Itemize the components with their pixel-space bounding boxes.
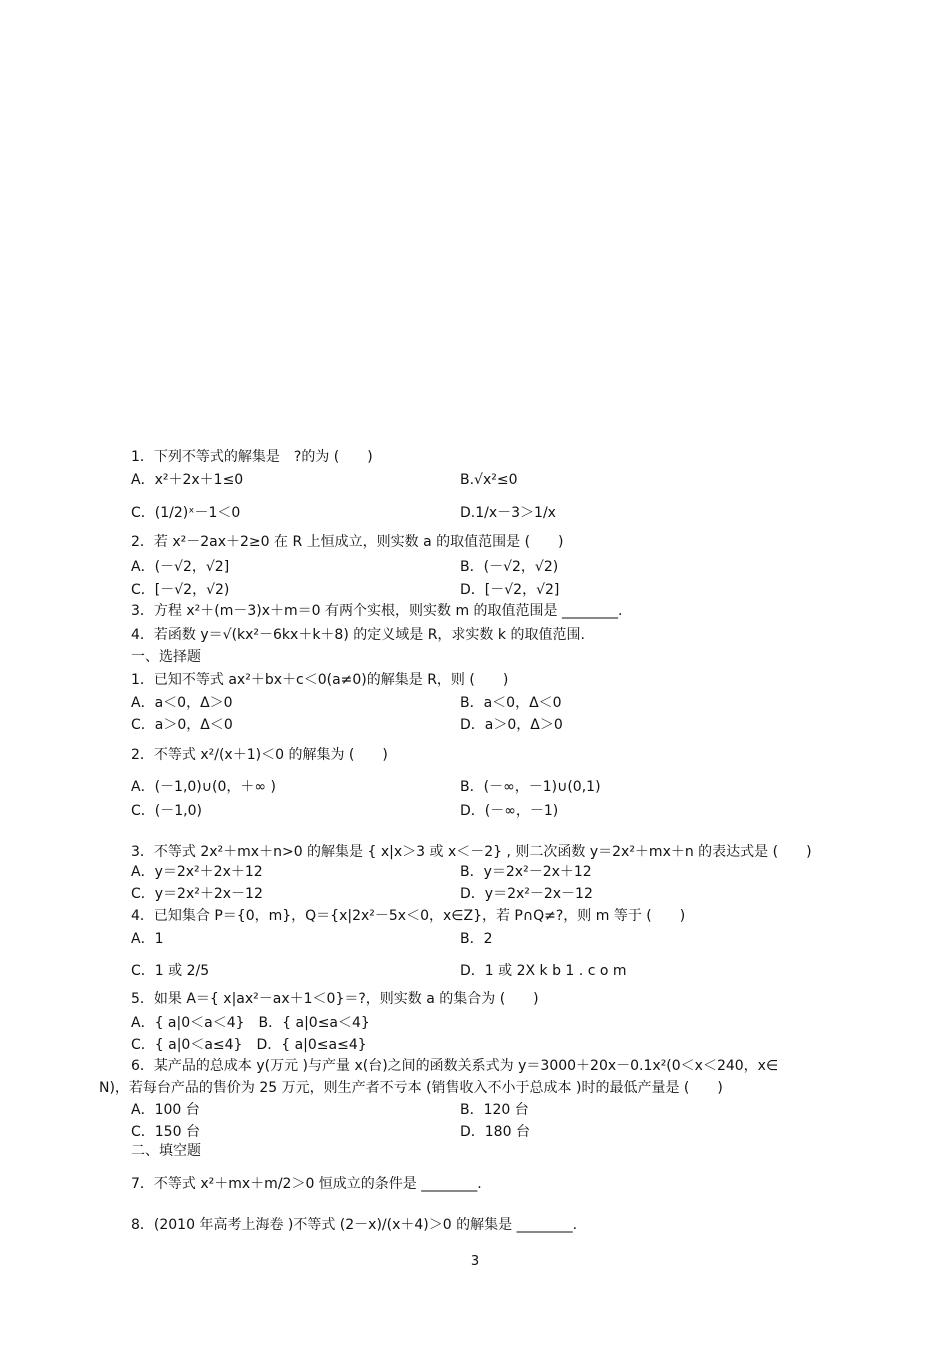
text-line: A．x²＋2x＋1≤0 <box>131 472 244 488</box>
text-line: C．{ a|0＜a≤4} D．{ a|0≤a≤4} <box>131 1037 367 1053</box>
text-line: 一、选择题 <box>131 649 201 665</box>
text-line: A．1 <box>131 931 164 947</box>
page-number: 3 <box>470 1254 480 1269</box>
text-line: 4．若函数 y＝√(kx²－6kx＋k＋8) 的定义域是 R，求实数 k 的取值范围. <box>131 627 585 643</box>
text-line: 5．如果 A＝{ x|ax²－ax＋1＜0}＝?，则实数 a 的集合为 ( ) <box>131 991 539 1007</box>
text-line: B．(－∞，－1)∪(0,1) <box>460 779 601 795</box>
text-line: 2．若 x²－2ax＋2≥0 在 R 上恒成立，则实数 a 的取值范围是 ( ) <box>131 534 564 550</box>
text-line: 6．某产品的总成本 y(万元 )与产量 x(台)之间的函数关系式为 y＝3000＋20x－0.1x²(0＜x＜240，x∈ <box>131 1058 779 1074</box>
text-line: D.1/x－3＞1/x <box>460 505 556 521</box>
text-line: N)，若每台产品的售价为 25 万元，则生产者不亏本 (销售收入不小于总成本 )时的最低产量是 ( ) <box>99 1080 723 1096</box>
text-line: C．(1/2)ˣ－1＜0 <box>131 505 241 521</box>
text-line: C．y＝2x²＋2x－12 <box>131 886 263 902</box>
text-line: C．[－√2，√2) <box>131 582 230 598</box>
text-line: 8．(2010 年高考上海卷 )不等式 (2－x)/(x＋4)＞0 的解集是 ________. <box>131 1217 578 1233</box>
text-line: A．(－√2，√2] <box>131 559 230 575</box>
text-line: 二、填空题 <box>131 1143 201 1159</box>
text-line: A．y＝2x²＋2x＋12 <box>131 864 263 880</box>
text-line: D．180 台 <box>460 1124 530 1140</box>
text-line: 2．不等式 x²/(x＋1)＜0 的解集为 ( ) <box>131 747 388 763</box>
text-line: D．1 或 2X k b 1 . c o m <box>460 963 627 979</box>
text-line: A．(－1,0)∪(0，＋∞ ) <box>131 779 276 795</box>
text-line: C．150 台 <box>131 1124 200 1140</box>
text-line: A．a＜0，Δ＞0 <box>131 695 233 711</box>
text-line: C．(－1,0) <box>131 803 202 819</box>
text-line: C．a＞0，Δ＜0 <box>131 717 233 733</box>
text-line: B．2 <box>460 931 493 947</box>
text-line: D．y＝2x²－2x－12 <box>460 886 593 902</box>
text-line: A．100 台 <box>131 1102 200 1118</box>
text-line: 3．不等式 2x²＋mx＋n>0 的解集是 { x|x＞3 或 x＜－2} , 则二次函数 y＝2x²＋mx＋n 的表达式是 ( ) <box>131 844 812 860</box>
text-line: B．(－√2，√2) <box>460 559 559 575</box>
text-line: B.√x²≤0 <box>460 472 518 488</box>
text-line: 1．已知不等式 ax²＋bx＋c＜0(a≠0)的解集是 R，则 ( ) <box>131 672 509 688</box>
text-line: C．1 或 2/5 <box>131 963 210 979</box>
text-line: B．y＝2x²－2x＋12 <box>460 864 592 880</box>
text-line: D．(－∞，－1) <box>460 803 559 819</box>
text-line: D．a＞0，Δ＞0 <box>460 717 563 733</box>
text-line: 3．方程 x²＋(m－3)x＋m＝0 有两个实根，则实数 m 的取值范围是 ________. <box>131 603 623 619</box>
text-line: 1．下列不等式的解集是 ?的为 ( ) <box>131 449 373 465</box>
text-line: 4．已知集合 P＝{0，m}，Q＝{x|2x²－5x＜0，x∈Z}，若 P∩Q≠?，则 m 等于 ( ) <box>131 908 686 924</box>
text-line: D．[－√2，√2] <box>460 582 560 598</box>
text-line: A．{ a|0＜a＜4} B．{ a|0≤a＜4} <box>131 1015 370 1031</box>
text-line: B．a＜0，Δ＜0 <box>460 695 562 711</box>
text-line: B．120 台 <box>460 1102 529 1118</box>
text-line: 7．不等式 x²＋mx＋m/2＞0 恒成立的条件是 ________. <box>131 1176 482 1192</box>
